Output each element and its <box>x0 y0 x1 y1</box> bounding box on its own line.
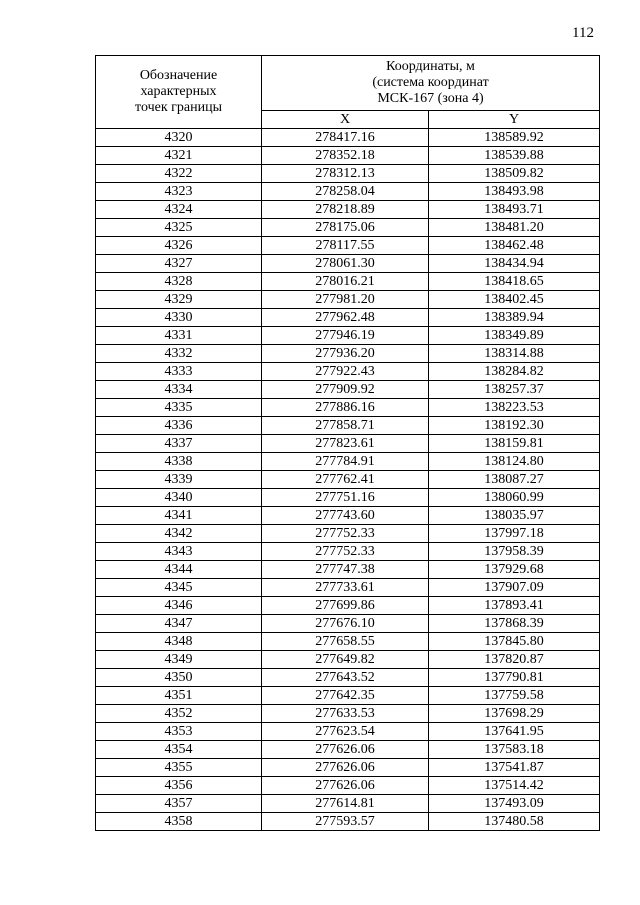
y-coordinate-cell: 137493.09 <box>429 795 600 813</box>
x-coordinate-cell: 277946.19 <box>262 327 429 345</box>
y-coordinate-cell: 138539.88 <box>429 147 600 165</box>
x-coordinate-cell: 278352.18 <box>262 147 429 165</box>
x-coordinate-cell: 277649.82 <box>262 651 429 669</box>
table-header <box>96 56 600 129</box>
y-coordinate-cell: 138257.37 <box>429 381 600 399</box>
y-column-header: Y <box>429 111 600 129</box>
point-number-cell: 4350 <box>96 669 262 687</box>
y-coordinate-cell: 137480.58 <box>429 813 600 831</box>
point-number-cell: 4351 <box>96 687 262 705</box>
point-number-cell: 4320 <box>96 129 262 147</box>
table-row <box>96 579 600 597</box>
x-coordinate-cell: 277752.33 <box>262 543 429 561</box>
x-coordinate-cell: 277626.06 <box>262 741 429 759</box>
x-coordinate-cell: 277922.43 <box>262 363 429 381</box>
table-row <box>96 453 600 471</box>
y-coordinate-cell: 137641.95 <box>429 723 600 741</box>
x-coordinate-cell: 277909.92 <box>262 381 429 399</box>
table-row <box>96 219 600 237</box>
table-row <box>96 255 600 273</box>
y-coordinate-cell: 138434.94 <box>429 255 600 273</box>
y-coordinate-cell: 137583.18 <box>429 741 600 759</box>
y-coordinate-cell: 137541.87 <box>429 759 600 777</box>
point-number-cell: 4326 <box>96 237 262 255</box>
table-row <box>96 489 600 507</box>
y-coordinate-cell: 137929.68 <box>429 561 600 579</box>
coordinate-system-header <box>262 56 600 111</box>
point-number-cell: 4355 <box>96 759 262 777</box>
table-row <box>96 561 600 579</box>
table-row <box>96 651 600 669</box>
point-number-cell: 4346 <box>96 597 262 615</box>
x-coordinate-cell: 277676.10 <box>262 615 429 633</box>
point-number-cell: 4342 <box>96 525 262 543</box>
x-coordinate-cell: 277699.86 <box>262 597 429 615</box>
x-coordinate-cell: 278312.13 <box>262 165 429 183</box>
point-number-cell: 4322 <box>96 165 262 183</box>
y-coordinate-cell: 138349.89 <box>429 327 600 345</box>
y-coordinate-cell: 137958.39 <box>429 543 600 561</box>
table-row <box>96 165 600 183</box>
y-coordinate-cell: 137698.29 <box>429 705 600 723</box>
point-number-cell: 4344 <box>96 561 262 579</box>
point-number-cell: 4336 <box>96 417 262 435</box>
point-number-cell: 4324 <box>96 201 262 219</box>
x-coordinate-cell: 277658.55 <box>262 633 429 651</box>
y-coordinate-cell: 137845.80 <box>429 633 600 651</box>
x-coordinate-cell: 277626.06 <box>262 777 429 795</box>
point-number-cell: 4343 <box>96 543 262 561</box>
designation-header-line: характерных <box>140 84 217 99</box>
y-coordinate-cell: 138389.94 <box>429 309 600 327</box>
designation-header <box>96 56 262 129</box>
y-coordinate-cell: 137820.87 <box>429 651 600 669</box>
x-coordinate-cell: 277623.54 <box>262 723 429 741</box>
x-coordinate-cell: 278175.06 <box>262 219 429 237</box>
x-coordinate-cell: 277633.53 <box>262 705 429 723</box>
point-number-cell: 4333 <box>96 363 262 381</box>
x-coordinate-cell: 277733.61 <box>262 579 429 597</box>
table-row <box>96 381 600 399</box>
table-body <box>96 129 600 831</box>
table-row <box>96 525 600 543</box>
table-row <box>96 147 600 165</box>
point-number-cell: 4352 <box>96 705 262 723</box>
y-coordinate-cell: 138509.82 <box>429 165 600 183</box>
x-coordinate-cell: 277626.06 <box>262 759 429 777</box>
coordinate-system-header-line: МСК-167 (зона 4) <box>377 91 484 106</box>
y-coordinate-cell: 138124.80 <box>429 453 600 471</box>
point-number-cell: 4328 <box>96 273 262 291</box>
y-coordinate-cell: 137997.18 <box>429 525 600 543</box>
table-row <box>96 669 600 687</box>
table-row <box>96 777 600 795</box>
point-number-cell: 4357 <box>96 795 262 813</box>
y-coordinate-cell: 138087.27 <box>429 471 600 489</box>
x-coordinate-cell: 277743.60 <box>262 507 429 525</box>
coordinate-system-header-line: Координаты, м <box>386 59 475 74</box>
y-coordinate-cell: 138481.20 <box>429 219 600 237</box>
y-coordinate-cell: 138462.48 <box>429 237 600 255</box>
x-coordinate-cell: 278417.16 <box>262 129 429 147</box>
y-coordinate-cell: 138418.65 <box>429 273 600 291</box>
point-number-cell: 4349 <box>96 651 262 669</box>
y-coordinate-cell: 138192.30 <box>429 417 600 435</box>
x-coordinate-cell: 277784.91 <box>262 453 429 471</box>
table-row <box>96 129 600 147</box>
point-number-cell: 4329 <box>96 291 262 309</box>
table-row <box>96 705 600 723</box>
y-coordinate-cell: 138060.99 <box>429 489 600 507</box>
page-number: 112 <box>572 25 594 41</box>
table-row <box>96 399 600 417</box>
x-coordinate-cell: 277858.71 <box>262 417 429 435</box>
table-row <box>96 363 600 381</box>
x-coordinate-cell: 277747.38 <box>262 561 429 579</box>
point-number-cell: 4332 <box>96 345 262 363</box>
table-row <box>96 273 600 291</box>
y-coordinate-cell: 137868.39 <box>429 615 600 633</box>
table-row <box>96 183 600 201</box>
table-row <box>96 759 600 777</box>
point-number-cell: 4348 <box>96 633 262 651</box>
coordinates-table <box>95 55 600 831</box>
point-number-cell: 4335 <box>96 399 262 417</box>
coordinate-system-header-line: (система координат <box>372 75 489 90</box>
table-row <box>96 687 600 705</box>
table-row <box>96 309 600 327</box>
x-coordinate-cell: 277823.61 <box>262 435 429 453</box>
point-number-cell: 4354 <box>96 741 262 759</box>
x-coordinate-cell: 277614.81 <box>262 795 429 813</box>
x-coordinate-cell: 278258.04 <box>262 183 429 201</box>
point-number-cell: 4323 <box>96 183 262 201</box>
table-row <box>96 291 600 309</box>
table-row <box>96 723 600 741</box>
point-number-cell: 4330 <box>96 309 262 327</box>
table-row <box>96 597 600 615</box>
x-coordinate-cell: 277936.20 <box>262 345 429 363</box>
y-coordinate-cell: 138493.98 <box>429 183 600 201</box>
y-coordinate-cell: 138159.81 <box>429 435 600 453</box>
point-number-cell: 4340 <box>96 489 262 507</box>
x-coordinate-cell: 278016.21 <box>262 273 429 291</box>
table-row <box>96 201 600 219</box>
point-number-cell: 4341 <box>96 507 262 525</box>
y-coordinate-cell: 138402.45 <box>429 291 600 309</box>
x-coordinate-cell: 277981.20 <box>262 291 429 309</box>
table-row <box>96 471 600 489</box>
table-row <box>96 435 600 453</box>
table-row <box>96 543 600 561</box>
table-row <box>96 633 600 651</box>
y-coordinate-cell: 138493.71 <box>429 201 600 219</box>
x-coordinate-cell: 278218.89 <box>262 201 429 219</box>
table-row <box>96 237 600 255</box>
point-number-cell: 4337 <box>96 435 262 453</box>
x-coordinate-cell: 277886.16 <box>262 399 429 417</box>
y-coordinate-cell: 137907.09 <box>429 579 600 597</box>
designation-header-line: Обозначение <box>139 68 218 83</box>
table-row <box>96 345 600 363</box>
table-row <box>96 327 600 345</box>
point-number-cell: 4353 <box>96 723 262 741</box>
y-coordinate-cell: 138589.92 <box>429 129 600 147</box>
point-number-cell: 4331 <box>96 327 262 345</box>
x-coordinate-cell: 277643.52 <box>262 669 429 687</box>
point-number-cell: 4347 <box>96 615 262 633</box>
y-coordinate-cell: 137790.81 <box>429 669 600 687</box>
x-coordinate-cell: 277642.35 <box>262 687 429 705</box>
y-coordinate-cell: 138314.88 <box>429 345 600 363</box>
point-number-cell: 4358 <box>96 813 262 831</box>
x-coordinate-cell: 277752.33 <box>262 525 429 543</box>
designation-header-line: точек границы <box>135 100 222 115</box>
x-coordinate-cell: 277962.48 <box>262 309 429 327</box>
x-coordinate-cell: 278061.30 <box>262 255 429 273</box>
y-coordinate-cell: 138223.53 <box>429 399 600 417</box>
table-row <box>96 417 600 435</box>
point-number-cell: 4325 <box>96 219 262 237</box>
point-number-cell: 4338 <box>96 453 262 471</box>
x-coordinate-cell: 277593.57 <box>262 813 429 831</box>
x-column-header: X <box>262 111 429 129</box>
y-coordinate-cell: 137893.41 <box>429 597 600 615</box>
y-coordinate-cell: 138035.97 <box>429 507 600 525</box>
table-row <box>96 615 600 633</box>
point-number-cell: 4334 <box>96 381 262 399</box>
point-number-cell: 4356 <box>96 777 262 795</box>
y-coordinate-cell: 138284.82 <box>429 363 600 381</box>
table-row <box>96 507 600 525</box>
x-coordinate-cell: 277762.41 <box>262 471 429 489</box>
y-coordinate-cell: 137514.42 <box>429 777 600 795</box>
point-number-cell: 4345 <box>96 579 262 597</box>
point-number-cell: 4321 <box>96 147 262 165</box>
table-row <box>96 741 600 759</box>
x-coordinate-cell: 278117.55 <box>262 237 429 255</box>
point-number-cell: 4339 <box>96 471 262 489</box>
x-coordinate-cell: 277751.16 <box>262 489 429 507</box>
table-row <box>96 795 600 813</box>
table-row <box>96 813 600 831</box>
y-coordinate-cell: 137759.58 <box>429 687 600 705</box>
point-number-cell: 4327 <box>96 255 262 273</box>
